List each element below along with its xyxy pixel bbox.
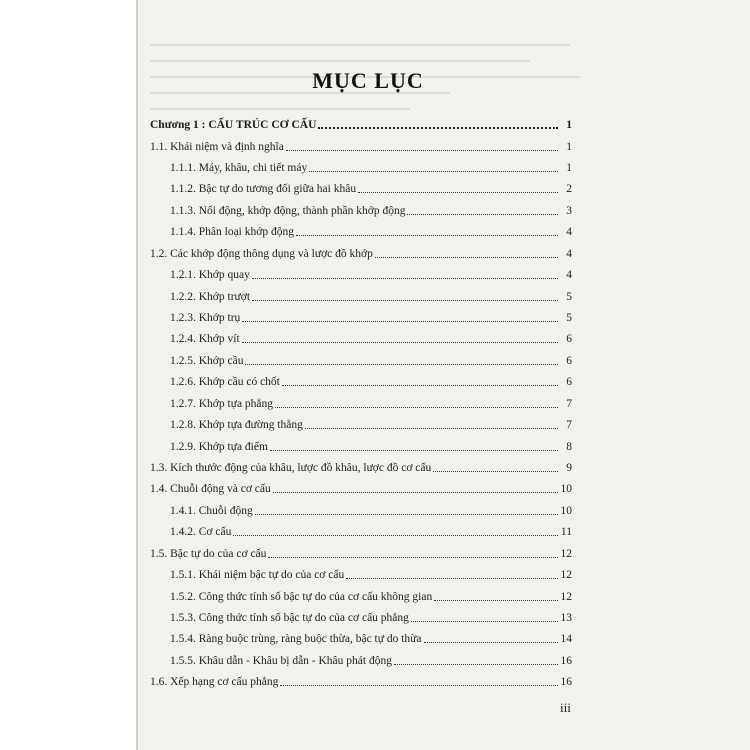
toc-entry-label: 1.4.2. Cơ cấu	[170, 526, 232, 538]
toc-entry-label: 1.1.2. Bậc tự do tương đối giữa hai khâu	[170, 183, 357, 195]
toc-entry-1-1-3[interactable]	[170, 202, 572, 218]
toc-entry-1-2-7[interactable]	[170, 395, 572, 411]
toc-entry-label: Chương 1 : CẤU TRÚC CƠ CẤU	[150, 119, 317, 131]
dot-leader	[268, 557, 558, 558]
toc-entry-page: 12	[560, 548, 572, 560]
dot-leader	[305, 428, 558, 429]
toc-entry-1-2-1[interactable]	[170, 266, 572, 282]
dot-leader	[242, 342, 558, 343]
dot-leader	[375, 257, 558, 258]
dot-leader	[318, 127, 558, 129]
toc-entry-1-2-5[interactable]	[170, 352, 572, 368]
toc-entry-page: 7	[566, 419, 572, 431]
toc-entry-1-5-4[interactable]	[170, 630, 572, 646]
dot-leader	[242, 321, 558, 322]
toc-entry-1-5-2[interactable]	[170, 588, 572, 604]
toc-entry-1-1-4[interactable]	[170, 223, 572, 239]
dot-leader	[286, 150, 558, 151]
toc-entry-1-2-8[interactable]	[170, 416, 572, 432]
dot-leader	[411, 621, 558, 622]
toc-entry-1-2-9[interactable]	[170, 438, 572, 454]
toc-entry-label: 1.2.6. Khớp cầu có chốt	[170, 376, 280, 388]
dot-leader	[255, 514, 558, 515]
toc-entry-1-6[interactable]	[150, 673, 572, 689]
toc-entry-page: 4	[566, 226, 572, 238]
toc-entry-label: 1.2.1. Khớp quay	[170, 269, 250, 281]
dot-leader	[270, 450, 558, 451]
toc-entry-1-2-6[interactable]	[170, 373, 572, 389]
toc-entry-page: 16	[560, 655, 572, 667]
toc-entry-label: 1.1.4. Phân loại khớp động	[170, 226, 294, 238]
toc-entry-label: 1.1.3. Nối động, khớp động, thành phần khớp động	[170, 205, 406, 217]
toc-entry-label: 1.1.1. Máy, khâu, chi tiết máy	[170, 162, 308, 174]
dot-leader	[407, 214, 558, 215]
toc-entry-page: 3	[566, 205, 572, 217]
toc-entry-1-4-1[interactable]	[170, 502, 572, 518]
dot-leader	[424, 642, 558, 643]
dot-leader	[245, 364, 558, 365]
toc-entry-1-1[interactable]	[150, 138, 572, 154]
toc-entry-label: 1.2.7. Khớp tựa phẳng	[170, 398, 274, 410]
toc-entry-page: 4	[566, 248, 572, 260]
toc-entry-page: 16	[560, 676, 572, 688]
dot-leader	[434, 600, 558, 601]
toc-entry-label: 1.5.4. Ràng buộc trùng, ràng buộc thừa, bậc tự do thừa	[170, 633, 422, 645]
toc-entry-1-2[interactable]	[150, 245, 572, 261]
dot-leader	[433, 471, 558, 472]
toc-entry-page: 13	[560, 612, 572, 624]
toc-entry-1-5-1[interactable]	[170, 566, 572, 582]
dot-leader	[280, 685, 558, 686]
toc-entry-page: 10	[560, 483, 572, 495]
toc-entry-page: 11	[560, 526, 572, 538]
toc-entry-page: 6	[566, 355, 572, 367]
toc-entry-label: 1.5.1. Khái niệm bậc tự do của cơ cấu	[170, 569, 345, 581]
toc-entry-label: 1.2.3. Khớp trụ	[170, 312, 241, 324]
dot-leader	[358, 192, 558, 193]
toc-entry-chapter-1[interactable]	[150, 116, 572, 132]
toc-entry-label: 1.5.3. Công thức tính số bậc tự do của cơ cấu phẳng	[170, 612, 409, 624]
toc-entry-page: 7	[566, 398, 572, 410]
toc-entry-page: 1	[566, 119, 572, 131]
dot-leader	[273, 492, 558, 493]
toc-entry-page: 8	[566, 441, 572, 453]
toc-entry-1-5-5[interactable]	[170, 652, 572, 668]
toc-entry-label: 1.5. Bậc tự do của cơ cấu	[150, 548, 267, 560]
toc-entry-label: 1.6. Xếp hạng cơ cấu phẳng	[150, 676, 279, 688]
dot-leader	[282, 385, 558, 386]
toc-entry-label: 1.2.2. Khớp trượt	[170, 291, 251, 303]
toc-entry-label: 1.4.1. Chuỗi động	[170, 505, 253, 517]
toc-entry-page: 9	[566, 462, 572, 474]
toc-entry-1-1-2[interactable]	[170, 180, 572, 196]
toc-entry-label: 1.1. Khái niệm và định nghĩa	[150, 141, 284, 153]
toc-entry-label: 1.2.9. Khớp tựa điểm	[170, 441, 268, 453]
toc-entry-1-2-4[interactable]	[170, 330, 572, 346]
toc-entry-label: 1.2.5. Khớp cầu	[170, 355, 244, 367]
toc-entry-page: 5	[566, 291, 572, 303]
toc-entry-label: 1.5.5. Khâu dẫn - Khâu bị dẫn - Khâu phát động	[170, 655, 392, 667]
dot-leader	[309, 171, 558, 172]
dot-leader	[346, 578, 558, 579]
toc-entry-1-2-3[interactable]	[170, 309, 572, 325]
dot-leader	[296, 235, 558, 236]
toc-entry-label: 1.2.4. Khớp vít	[170, 333, 240, 345]
toc-entry-page: 12	[560, 569, 572, 581]
dot-leader	[394, 664, 558, 665]
toc-entry-label: 1.2. Các khớp động thông dụng và lược đồ khớp	[150, 248, 373, 260]
toc-entry-page: 1	[566, 162, 572, 174]
toc-entry-page: 14	[560, 633, 572, 645]
toc-entry-page: 5	[566, 312, 572, 324]
toc-entry-label: 1.3. Kích thước động của khâu, lược đồ khâu, lược đồ cơ cấu	[150, 462, 432, 474]
toc-entry-page: 12	[560, 591, 572, 603]
page-title: MỤC LỤC	[312, 68, 424, 93]
dot-leader	[252, 278, 558, 279]
toc-entry-label: 1.2.8. Khớp tựa đường thẳng	[170, 419, 303, 431]
page-number: iii	[560, 700, 571, 715]
dot-leader	[233, 535, 558, 536]
toc-entry-label: 1.4. Chuỗi động và cơ cấu	[150, 483, 271, 495]
toc-entry-1-4-2[interactable]	[170, 523, 572, 539]
toc-entry-page: 6	[566, 333, 572, 345]
dot-leader	[275, 407, 558, 408]
toc-entry-page: 1	[566, 141, 572, 153]
toc-entry-page: 6	[566, 376, 572, 388]
toc-entry-label: 1.5.2. Công thức tính số bậc tự do của cơ cấu không gian	[170, 591, 433, 603]
dot-leader	[252, 300, 558, 301]
toc-entry-1-1-1[interactable]	[170, 159, 572, 175]
toc-entry-page: 10	[560, 505, 572, 517]
toc-entry-page: 2	[566, 183, 572, 195]
toc-entry-1-5[interactable]	[150, 545, 572, 561]
toc-entry-1-5-3[interactable]	[170, 609, 572, 625]
toc-entry-1-4[interactable]	[150, 480, 572, 496]
toc-entry-1-2-2[interactable]	[170, 288, 572, 304]
toc-entry-page: 4	[566, 269, 572, 281]
toc-entry-1-3[interactable]	[150, 459, 572, 475]
